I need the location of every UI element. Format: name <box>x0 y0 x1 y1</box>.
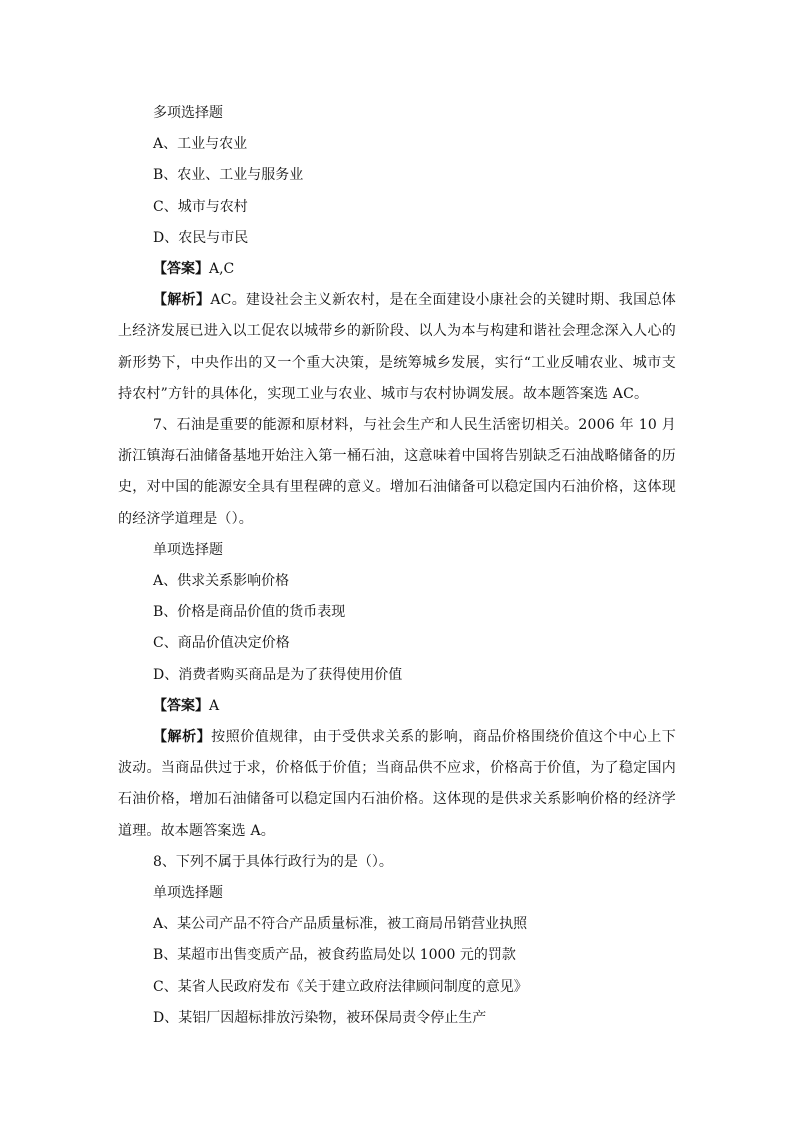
q7-question: 7、石油是重要的能源和原材料，与社会生产和人民生活密切相关。2006 年 10 月浙江镇海石油储备基地开始注入第一桶石油，这意味着中国将告别缺乏石油战略储备的历史，对中国的能源安全具有里程碑的意义。增加石油储备可以稳定国内石油价格，这体现的经济学道理是（）。 <box>118 417 676 527</box>
q6-option-c: C、城市与农村 <box>153 198 248 215</box>
document-content <box>118 98 676 1034</box>
q6-answer <box>118 254 676 285</box>
q6-type-label: 多项选择题 <box>153 105 223 121</box>
q8-question: 8、下列不属于具体行政行为的是（）。 <box>153 853 393 870</box>
q6-answer-tag: 【答案】 <box>153 261 209 278</box>
q6-answer-value: A,C <box>209 261 235 278</box>
q6-option-d: D、农民与市民 <box>153 229 249 246</box>
q8-option-d: D、某铝厂因超标排放污染物，被环保局责令停止生产 <box>153 1009 487 1026</box>
q7-answer <box>118 691 676 722</box>
q6-option-b: B、农业、工业与服务业 <box>153 167 304 184</box>
q8-option-b: B、某超市出售变质产品，被食药监局处以 1000 元的罚款 <box>153 947 516 964</box>
q7-analysis-text: 按照价值规律，由于受供求关系的影响，商品价格围绕价值这个中心上下波动。当商品供过于求，价格低于价值；当商品供不应求，价格高于价值，为了稳定国内石油价格，增加石油储备可以稳定国内石油价格。这体现的是供求关系影响价格的经济学道理。故本题答案选 A。 <box>118 729 676 839</box>
q6-option-a: A、工业与农业 <box>153 136 248 153</box>
q7-option-b: B、价格是商品价值的货币表现 <box>153 604 346 621</box>
q6-analysis <box>118 285 676 410</box>
q8-type-label: 单项选择题 <box>153 885 223 902</box>
q7-analysis <box>118 722 676 847</box>
q7-type-label: 单项选择题 <box>153 541 223 558</box>
q7-option-d: D、消费者购买商品是为了获得使用价值 <box>153 666 403 683</box>
q7-answer-tag: 【答案】 <box>153 697 209 714</box>
q6-analysis-text: AC。建设社会主义新农村，是在全面建设小康社会的关键时期、我国总体上经济发展已进入以工促农以城带乡的新阶段、以人为本与构建和谐社会理念深入人心的新形势下，中央作出的又一个重大决策，是统筹城乡发展，实行“工业反哺农业、城市支持农村”方针的具体化，实现工业与农业、城市与农村协调发展。故本题答案选 AC。 <box>118 292 677 402</box>
q7-option-c: C、商品价值决定价格 <box>153 635 290 652</box>
q7-option-a: A、供求关系影响价格 <box>153 573 290 590</box>
q6-analysis-tag: 【解析】 <box>153 292 211 309</box>
q8-option-c: C、某省人民政府发布《关于建立政府法律顾问制度的意见》 <box>153 978 528 995</box>
q8-option-a: A、某公司产品不符合产品质量标准，被工商局吊销营业执照 <box>153 916 528 933</box>
q7-analysis-tag: 【解析】 <box>153 729 212 746</box>
q7-answer-value: A <box>209 697 220 714</box>
